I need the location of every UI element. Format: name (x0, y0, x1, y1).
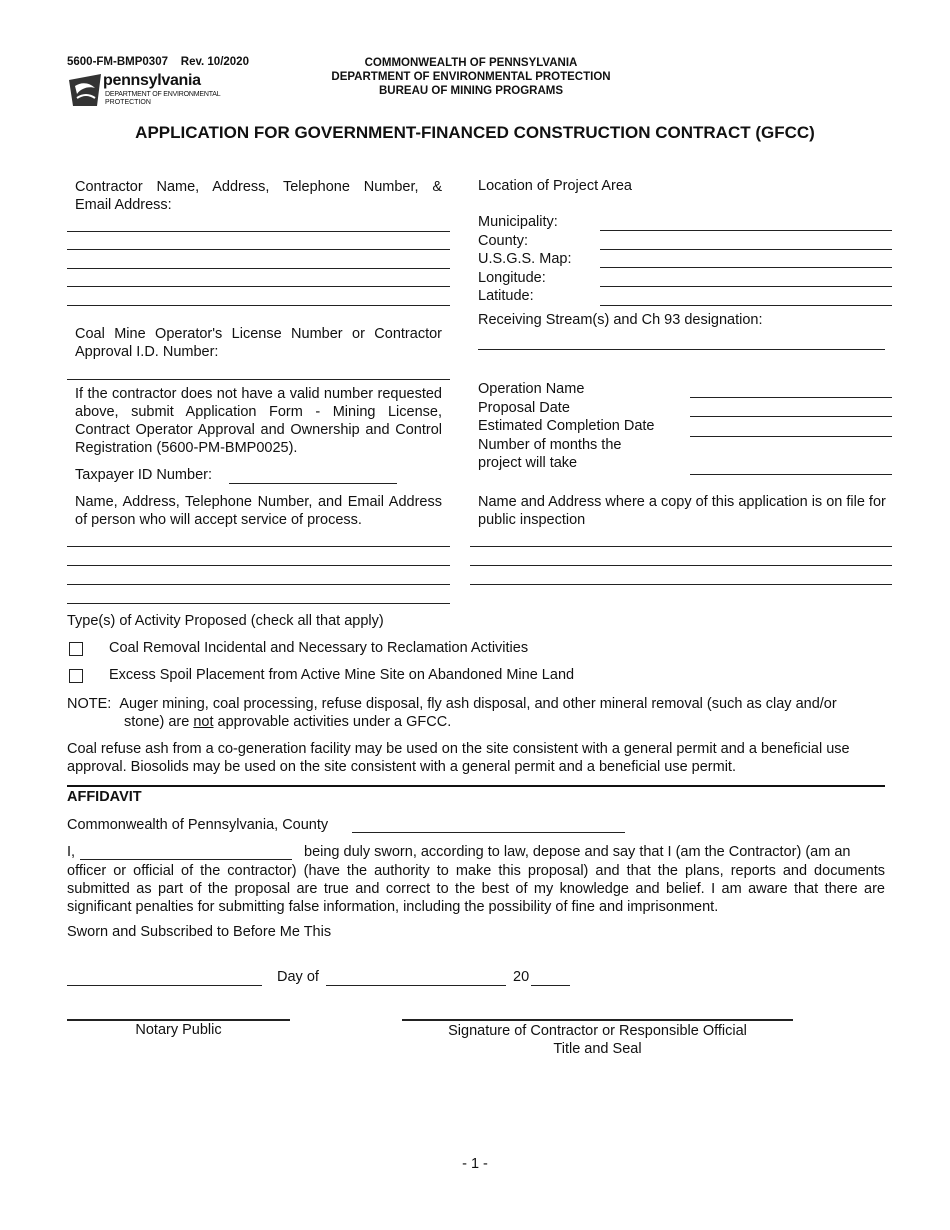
date-day-input[interactable] (67, 985, 262, 986)
contractor-line-4[interactable] (67, 286, 450, 287)
usgs-label: U.S.G.S. Map: (478, 251, 572, 267)
activity-heading: Type(s) of Activity Proposed (check all that apply) (67, 613, 384, 629)
proposal-date-input[interactable] (690, 416, 892, 417)
longitude-input[interactable] (600, 286, 892, 287)
page-number: - 1 - (462, 1156, 488, 1172)
signature-label: Signature of Contractor or Responsible Official Title and Seal (448, 1023, 747, 1057)
year-prefix: 20 (513, 969, 530, 985)
logo-name: pennsylvania (103, 72, 201, 89)
operation-name-input[interactable] (690, 397, 892, 398)
municipality-label: Municipality: (478, 214, 558, 230)
stream-label: Receiving Stream(s) and Ch 93 designation: (478, 312, 763, 328)
contractor-label: Contractor Name, Address, Telephone Number, & Email Address: (75, 179, 442, 213)
county-label: Commonwealth of Pennsylvania, County (67, 817, 329, 833)
months-input[interactable] (690, 474, 892, 475)
latitude-label: Latitude: (478, 288, 534, 304)
copy-text: Name and Address where a copy of this application is on file for public inspection (478, 494, 886, 528)
completion-date-label: Estimated Completion Date (478, 418, 655, 434)
sworn-text: officer or official of the contractor) (have the authority to make this proposal) and that the plans, reports and documents submitted as part of the proposal are true and correct to the best of my knowledge and belief. I am aware that there are significant penalties for submitting false information, including the possibility of fine and imprisonment. (67, 863, 885, 915)
year-input[interactable] (531, 985, 570, 986)
pa-logo (67, 72, 237, 110)
affidavit-heading: AFFIDAVIT (67, 789, 142, 805)
taxpayer-input[interactable] (229, 483, 397, 484)
excess-spoil-label: Excess Spoil Placement from Active Mine Site on Abandoned Mine Land (109, 667, 575, 683)
subscribed-label: Sworn and Subscribed to Before Me This (67, 924, 332, 940)
operation-name-label: Operation Name (478, 381, 585, 397)
agency-block: COMMONWEALTH OF PENNSYLVANIA DEPARTMENT OF ENVIRONMENTAL PROTECTION BUREAU OF MINING PROGRAMS (331, 57, 611, 97)
coal-removal-label: Coal Removal Incidental and Necessary to Reclamation Activities (109, 640, 529, 656)
contractor-signature-line[interactable] (402, 1019, 793, 1021)
contractor-line-5[interactable] (67, 305, 450, 306)
proposal-date-label: Proposal Date (478, 399, 570, 416)
county-label: County: (478, 232, 528, 249)
service-line-2[interactable] (67, 565, 450, 566)
section-divider (67, 785, 885, 787)
longitude-label: Longitude: (478, 269, 546, 286)
copy-line-3[interactable] (470, 584, 892, 585)
license-line[interactable] (67, 379, 450, 380)
form-id: 5600-FM-BMP0307 Rev. 10/2020 (67, 56, 249, 68)
county-input[interactable] (600, 249, 892, 250)
note-block: NOTE: Auger mining, coal processing, refuse disposal, fly ash disposal, and other mineral removal (such as clay and/or stone) are not approvable activities under a GFCC. (67, 696, 837, 730)
excess-spoil-checkbox[interactable] (69, 669, 83, 683)
keystone-icon (67, 72, 103, 108)
month-input[interactable] (326, 985, 506, 986)
service-line-1[interactable] (67, 546, 450, 547)
usgs-input[interactable] (600, 267, 892, 268)
copy-line-1[interactable] (470, 546, 892, 547)
day-of-label: Day of (277, 969, 319, 985)
service-line-3[interactable] (67, 584, 450, 585)
service-text: Name, Address, Telephone Number, and Email Address of person who will accept service of process. (75, 494, 442, 528)
stream-input[interactable] (478, 349, 885, 350)
months-label-1: Number of months the (478, 436, 622, 453)
completion-date-input[interactable] (690, 436, 892, 437)
logo-dept: DEPARTMENT OF ENVIRONMENTAL (105, 91, 221, 98)
no-number-text: If the contractor does not have a valid number requested above, submit Application Form - Mining License, Contract Operator Approval and Ownership and Control Registration (5600-PM-BMP0025). (75, 386, 442, 456)
operation-fields (478, 380, 655, 473)
note-label: NOTE: (67, 696, 112, 712)
refuse-text: Coal refuse ash from a co-generation facility may be used on the site consistent with a general permit and a beneficial use approval. Biosolids may be used on the site consistent with a general permit and a beneficial use permit. (67, 741, 850, 775)
page-title: APPLICATION FOR GOVERNMENT-FINANCED CONSTRUCTION CONTRACT (GFCC) (135, 123, 815, 142)
notary-label: Notary Public (135, 1022, 222, 1038)
location-label: Location of Project Area (478, 178, 632, 194)
contractor-line-2[interactable] (67, 249, 450, 250)
copy-line-2[interactable] (470, 565, 892, 566)
contractor-line-1[interactable] (67, 231, 450, 232)
name-input[interactable] (80, 859, 292, 860)
license-label: Coal Mine Operator's License Number or Contractor Approval I.D. Number: (75, 326, 442, 360)
notary-signature-line[interactable] (67, 1019, 290, 1021)
service-line-4[interactable] (67, 603, 450, 604)
months-label-2: project will take (478, 455, 578, 471)
latitude-input[interactable] (600, 305, 892, 306)
logo-dept2: PROTECTION (105, 99, 151, 106)
coal-removal-checkbox[interactable] (69, 642, 83, 656)
sworn-line-1: being duly sworn, according to law, depose and say that I (am the Contractor) (am an (304, 844, 851, 860)
location-fields (478, 213, 571, 306)
taxpayer-label: Taxpayer ID Number: (75, 467, 212, 483)
contractor-line-3[interactable] (67, 268, 450, 269)
i-label: I, (67, 844, 76, 860)
municipality-input[interactable] (600, 230, 892, 231)
county-input[interactable] (352, 832, 625, 833)
